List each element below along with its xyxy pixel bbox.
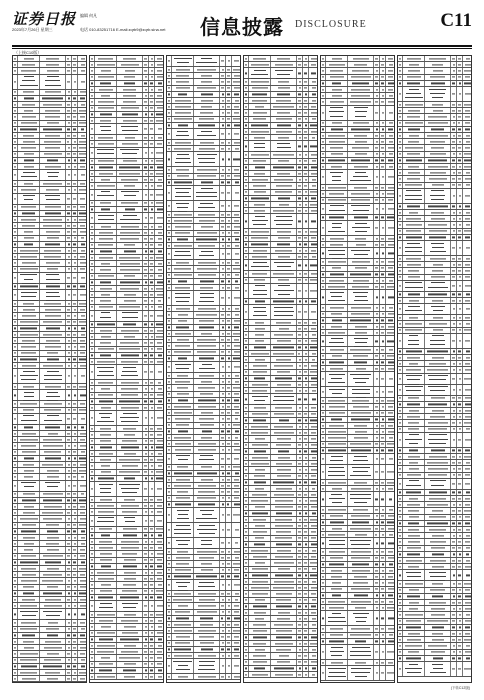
- table-row: [398, 433, 471, 448]
- table-column-block: [320, 55, 395, 683]
- table-row: [244, 214, 317, 229]
- table-column-block: [243, 55, 318, 683]
- disclosure-table: [12, 55, 472, 683]
- table-row: [13, 369, 86, 384]
- table-row: [13, 273, 86, 284]
- newspaper-logo: 证券日报: [12, 10, 77, 28]
- table-row: [90, 213, 163, 224]
- table-row: [321, 465, 394, 480]
- table-row: [398, 662, 471, 677]
- table-row: [321, 221, 394, 236]
- table-row: [90, 365, 163, 380]
- section-title: 信息披露: [200, 15, 284, 39]
- table-row: [13, 481, 86, 492]
- table-row: [167, 129, 240, 140]
- masthead-rule: [12, 45, 472, 47]
- continued-note: (下转C12版): [450, 686, 470, 690]
- table-row: [13, 170, 86, 181]
- table-row: [90, 124, 163, 135]
- table-row: [167, 249, 240, 260]
- table-column-block: [89, 55, 164, 683]
- table-row: [321, 645, 394, 660]
- table-row: [90, 601, 163, 612]
- table-row: [167, 56, 240, 67]
- table-row: [398, 385, 471, 396]
- section-subtitle: DISCLOSURE: [295, 19, 367, 30]
- table-column-block: [12, 55, 87, 683]
- table-row: [167, 523, 240, 538]
- table-row: [398, 189, 471, 204]
- table-row: [321, 106, 394, 121]
- table-row: [398, 241, 471, 256]
- table-row: [244, 672, 317, 678]
- table-row: [321, 248, 394, 259]
- table-row: [90, 148, 163, 159]
- table-row: [167, 659, 240, 674]
- table-row: [167, 580, 240, 591]
- masthead-rule-thin: [12, 48, 472, 49]
- table-row: [398, 374, 471, 385]
- table-row: [398, 479, 471, 490]
- table-row: [90, 411, 163, 426]
- table-row: [90, 190, 163, 201]
- table-row: [398, 87, 471, 102]
- table-row: [90, 516, 163, 527]
- table-row: [167, 201, 240, 212]
- table-row: [90, 674, 163, 680]
- contact-line: 电话 010-83251716 E-mail:zqrb9@zqrb.sina.net: [80, 27, 166, 32]
- table-column-block: [397, 55, 472, 683]
- table-row: [167, 186, 240, 201]
- page-number: C11: [440, 10, 472, 31]
- edition-line: 编辑 何凡: [80, 13, 98, 18]
- table-caption: （上接C10版）: [14, 50, 42, 55]
- table-row: [398, 304, 471, 315]
- table-row: [167, 674, 240, 680]
- table-row: [13, 676, 86, 682]
- table-row: [321, 290, 394, 305]
- table-row: [321, 454, 394, 465]
- table-row: [13, 290, 86, 301]
- table-row: [244, 394, 317, 405]
- table-row: [167, 454, 240, 465]
- table-row: [244, 305, 317, 320]
- table-row: [321, 666, 394, 681]
- table-row: [321, 538, 394, 549]
- table-row: [398, 281, 471, 292]
- table-row: [244, 141, 317, 152]
- table-row: [90, 482, 163, 497]
- table-row: [321, 492, 394, 507]
- table-row: [167, 508, 240, 523]
- table-row: [321, 387, 394, 398]
- table-row: [167, 538, 240, 549]
- table-row: [321, 204, 394, 215]
- table-row: [13, 609, 86, 620]
- table-row: [13, 75, 86, 90]
- table-row: [167, 291, 240, 306]
- table-row: [244, 260, 317, 271]
- date-line: 2023年7月26日 星期三: [12, 27, 53, 32]
- table-row: [398, 570, 471, 581]
- table-row: [13, 194, 86, 205]
- table-row: [244, 284, 317, 299]
- table-row: [321, 611, 394, 626]
- masthead: [12, 8, 472, 46]
- table-row: [321, 170, 394, 185]
- table-row: [398, 334, 471, 349]
- table-row: [321, 336, 394, 347]
- table-row: [13, 414, 86, 425]
- table-column-block: [166, 55, 241, 683]
- table-row: [90, 311, 163, 322]
- table-row: [13, 390, 86, 401]
- table-row: [244, 68, 317, 79]
- table-row: [321, 372, 394, 387]
- table-row: [167, 362, 240, 373]
- table-row: [167, 152, 240, 167]
